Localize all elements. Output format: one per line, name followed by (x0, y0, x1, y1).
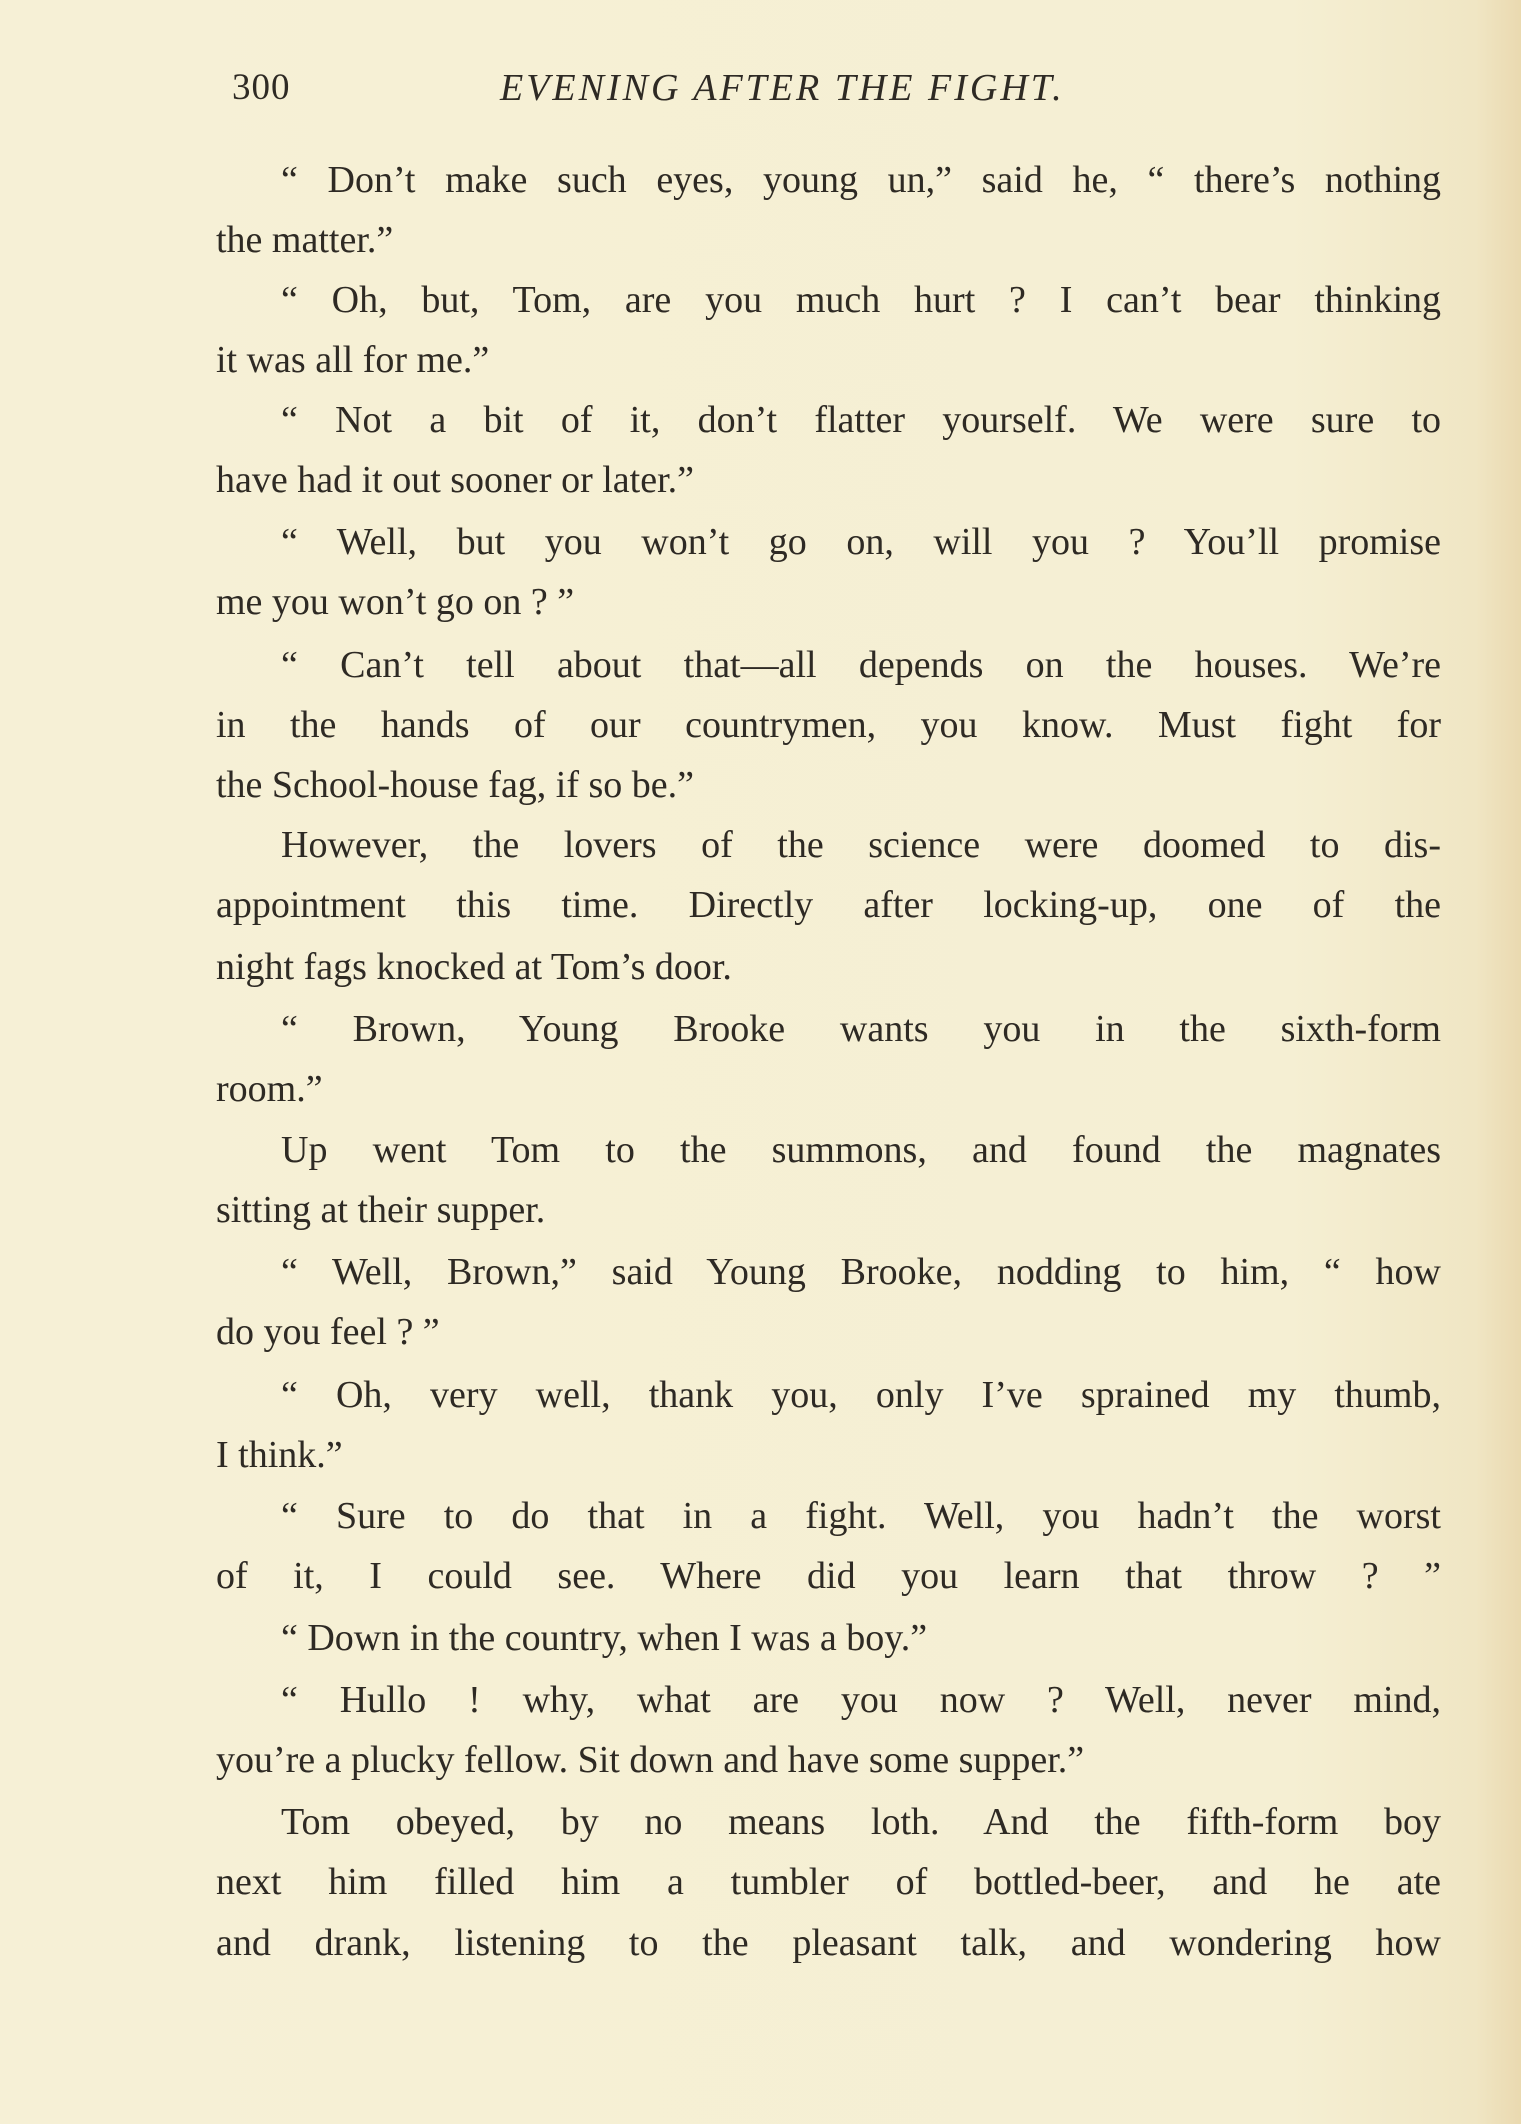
text-line: you’re a plucky fellow. Sit down and have some supper.” (216, 1739, 1085, 1781)
running-title: EVENING AFTER THE FIGHT. (500, 67, 1065, 109)
text-line: room.” (216, 1068, 323, 1110)
text-line: sitting at their supper. (216, 1189, 546, 1231)
text-line: “ Oh, very well, thank you, only I’ve sprained my thumb, (281, 1374, 1441, 1416)
text-line: do you feel ? ” (216, 1311, 440, 1353)
text-line: “ Hullo ! why, what are you now ? Well, never mind, (281, 1679, 1441, 1721)
text-line: “ Don’t make such eyes, young un,” said he, “ there’s nothing (281, 159, 1441, 201)
text-line: it was all for me.” (216, 339, 490, 381)
text-line: the School-house fag, if so be.” (216, 764, 695, 806)
text-line: “ Brown, Young Brooke wants you in the sixth-form (281, 1008, 1441, 1050)
text-line: Up went Tom to the summons, and found the magnates (281, 1129, 1441, 1171)
text-line: “ Not a bit of it, don’t flatter yourself. We were sure to (281, 399, 1441, 441)
text-line: “ Down in the country, when I was a boy.” (281, 1617, 928, 1659)
text-line: “ Well, but you won’t go on, will you ? You’ll promise (281, 521, 1441, 563)
text-line: me you won’t go on ? ” (216, 581, 575, 623)
text-line: “ Oh, but, Tom, are you much hurt ? I can’t bear thinking (281, 279, 1441, 321)
text-line: in the hands of our countrymen, you know. Must fight for (216, 704, 1441, 746)
text-line: and drank, listening to the pleasant talk, and wondering how (216, 1922, 1441, 1964)
page-number: 300 (232, 67, 291, 108)
text-line: However, the lovers of the science were doomed to dis- (281, 824, 1441, 866)
text-line: I think.” (216, 1434, 343, 1476)
text-line: the matter.” (216, 219, 394, 261)
text-line: next him filled him a tumbler of bottled-beer, and he ate (216, 1861, 1441, 1903)
text-line: of it, I could see. Where did you learn that throw ? ” (216, 1555, 1441, 1597)
text-line: “ Sure to do that in a fight. Well, you hadn’t the worst (281, 1495, 1441, 1537)
page-header (232, 66, 1162, 116)
text-line: Tom obeyed, by no means loth. And the fifth-form boy (281, 1801, 1441, 1843)
text-line: appointment this time. Directly after locking-up, one of the (216, 884, 1441, 926)
text-line: “ Well, Brown,” said Young Brooke, nodding to him, “ how (281, 1251, 1441, 1293)
text-line: “ Can’t tell about that—all depends on the houses. We’re (281, 644, 1441, 686)
text-line: have had it out sooner or later.” (216, 459, 695, 501)
text-line: night fags knocked at Tom’s door. (216, 946, 732, 988)
